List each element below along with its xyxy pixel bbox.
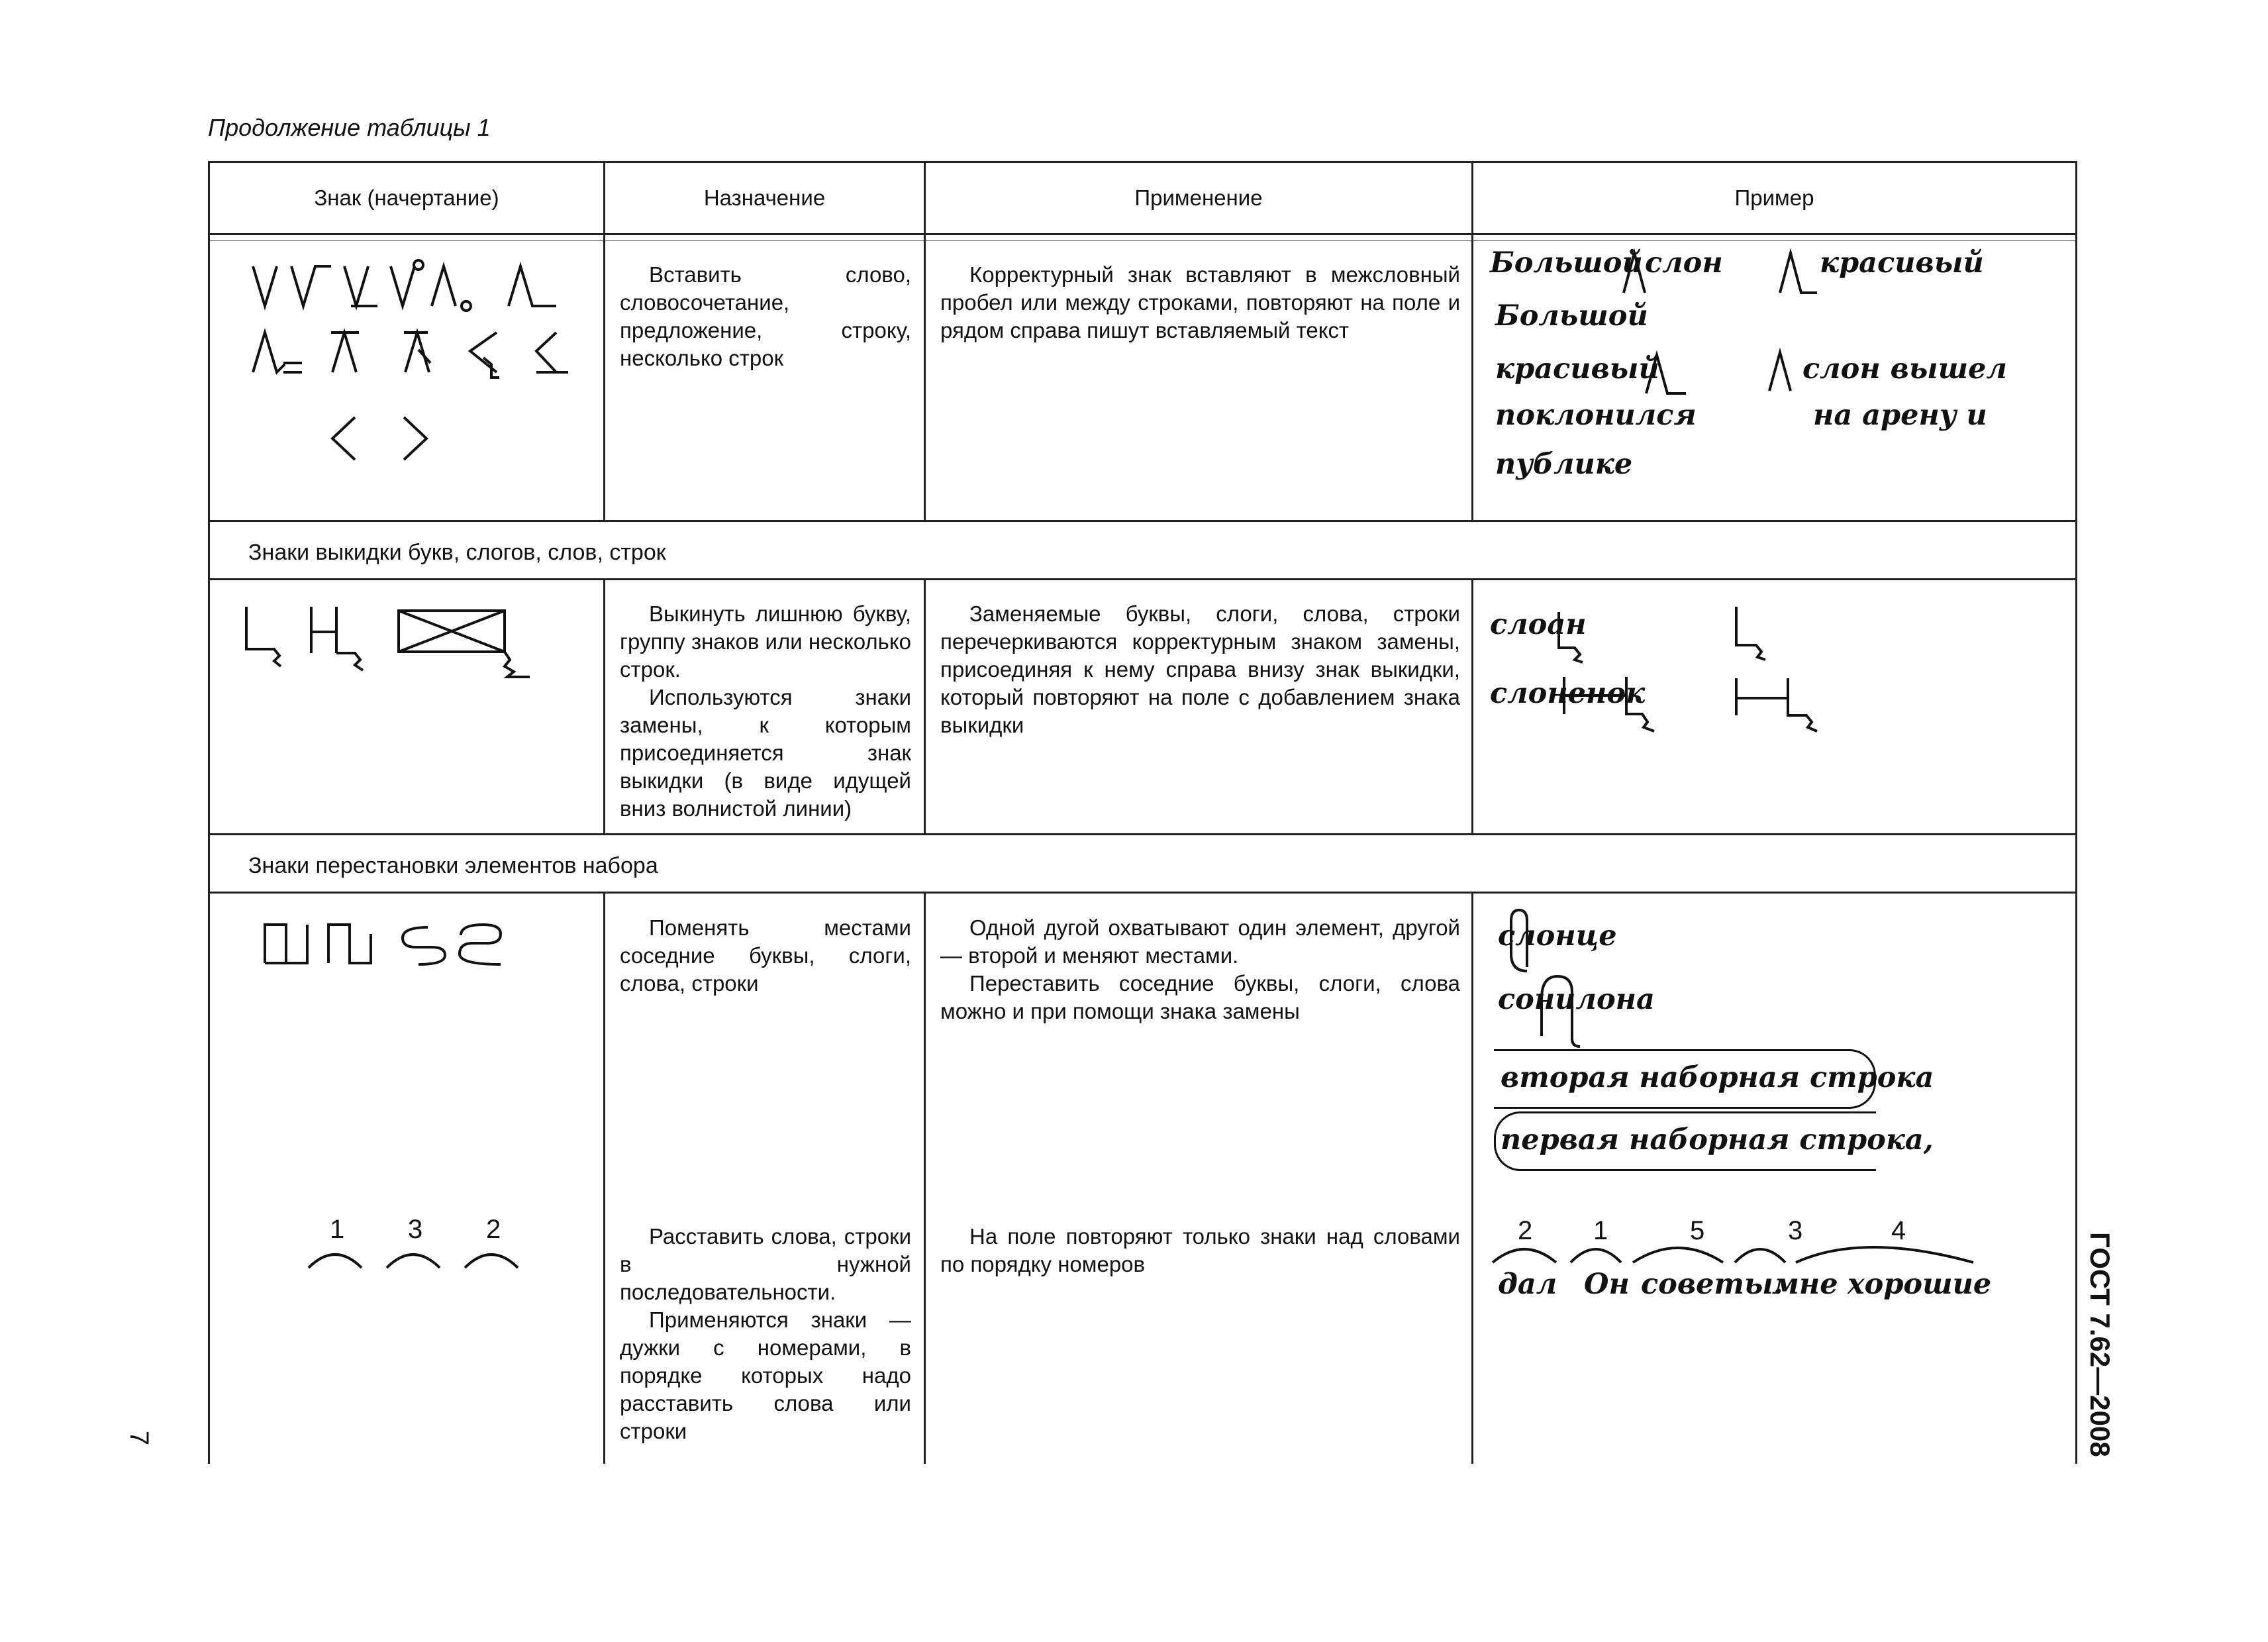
arc-signs-icon <box>305 1239 530 1272</box>
column-header-sign: Знак (начертание) <box>314 185 499 210</box>
swap-usage: Одной дугой охватывают один элемент, другой — второй и меняют местами. Переставить соседние буквы, слоги, слова можно и при помощи знака замены <box>940 915 1460 1023</box>
page-number: 7 <box>124 1431 154 1446</box>
insert-signs-icon <box>245 258 576 464</box>
insert-mark-icon <box>1645 351 1691 397</box>
order-usage: На поле повторяют только знаки над словами по порядку номеров <box>940 1224 1460 1276</box>
insert-mark-icon <box>1768 348 1801 395</box>
order-purpose: Расставить слова, строки в нужной последовательности. Применяются знаки — дужки с номерами, в порядке которых надо расставить слова или строки <box>620 1224 911 1443</box>
delete-mark-icon <box>1732 603 1785 662</box>
standard-code: ГОСТ 7.62—2008 <box>2085 1232 2116 1457</box>
delete-usage: Заменяемые буквы, слоги, слова, строки перечеркиваются корректурным знаком замены, присоединяя к нему справа внизу знак выкидки, который повторяют на поле с добавлением знака выкидки <box>940 601 1460 737</box>
section-title-deletion: Знаки выкидки букв, слогов, слов, строк <box>248 540 666 565</box>
column-header-usage: Применение <box>1134 185 1263 210</box>
insert-mark-icon <box>1779 249 1818 295</box>
insert-purpose: Вставить слово, словосочетание, предложение, строку, несколько строк <box>620 262 911 370</box>
delete-mark-icon <box>1557 674 1670 734</box>
table-caption: Продолжение таблицы 1 <box>208 114 491 141</box>
delete-mark-icon <box>1552 609 1592 662</box>
column-header-example: Пример <box>1734 185 1814 210</box>
delete-mark-icon <box>1732 674 1838 734</box>
insert-usage: Корректурный знак вставляют в межсловный пробел или между строками, повторяют на поле и рядом справа пишут вставляемый текст <box>940 262 1460 342</box>
column-header-purpose: Назначение <box>703 185 826 210</box>
delete-signs-icon <box>242 603 547 682</box>
swap-signs-icon <box>262 921 540 967</box>
section-title-transposition: Знаки перестановки элементов набора <box>248 853 658 878</box>
delete-purpose: Выкинуть лишнюю букву, группу знаков или несколько строк. Используются знаки замены, к которым присоединяется знак выкидки (в виде идущей вниз волнистой линии) <box>620 601 911 821</box>
arc-signs-icon <box>1490 1240 1980 1266</box>
swap-purpose: Поменять местами соседние буквы, слоги, слова, строки <box>620 915 911 996</box>
